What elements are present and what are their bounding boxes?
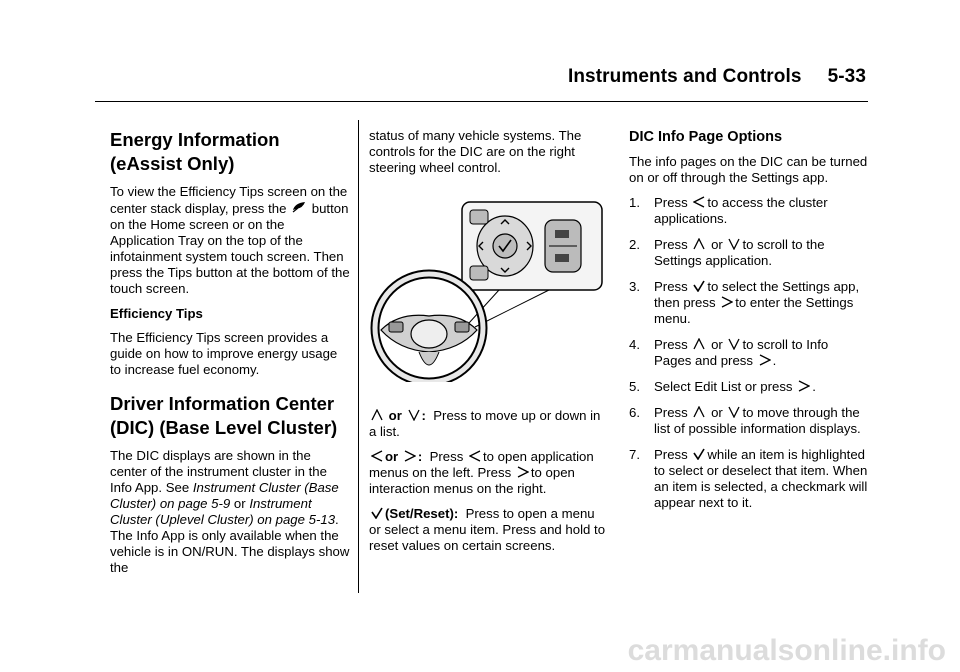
chevron-left-icon: [469, 450, 481, 462]
step-number: 4.: [629, 337, 640, 352]
step-number: 5.: [629, 379, 640, 394]
control-left-right: [369, 449, 609, 497]
text: to open interaction menus on the right.: [369, 465, 575, 496]
text: Press: [654, 447, 688, 462]
chevron-right-icon: [798, 380, 810, 392]
text: The DIC displays are shown in the center of the instrument cluster in the Info App. See: [110, 448, 327, 495]
text: . The Info App is only available when the vehicle is in ON/RUN. The displays show the: [110, 512, 350, 575]
text: .: [772, 353, 777, 368]
text: while an item is highlighted to select or deselect that item. When an item is selected, a checkmark will appear next to it.: [654, 447, 868, 510]
steering-wheel-illustration: [369, 200, 605, 382]
heading-energy-information: Energy Information (eAssist Only): [110, 129, 280, 174]
heading-dic-info-page-options: DIC Info Page Options: [629, 129, 783, 145]
control-up-down: [369, 408, 609, 440]
subheading-efficiency-tips: Efficiency Tips: [110, 306, 203, 321]
heading-dic: Driver Information Center (DIC) (Base Level Cluster): [110, 393, 338, 438]
text: to scroll to the Settings application.: [654, 237, 825, 268]
text: to scroll to Info Pages and press: [654, 337, 829, 368]
checkmark-icon: [693, 280, 705, 292]
list-item: [629, 405, 869, 437]
watermark: carmanualsonline.info: [627, 634, 946, 667]
list-item: [629, 447, 869, 511]
step-number: 7.: [629, 447, 640, 462]
column-3: [629, 128, 869, 521]
text: or: [711, 405, 723, 420]
paragraph-view-tips: [110, 184, 350, 297]
list-item: [629, 379, 869, 395]
text: to move through the list of possible information displays.: [654, 405, 861, 436]
chevron-down-icon: [728, 338, 740, 350]
chevron-right-icon: [759, 354, 771, 366]
text: to select the Settings app, then press: [654, 279, 860, 310]
paragraph-efficiency-tips: The Efficiency Tips screen provides a guide on how to improve energy usage to increase fuel economy.: [110, 330, 338, 377]
step-number: 6.: [629, 405, 640, 420]
list-item: [629, 237, 869, 269]
chevron-right-icon: [517, 466, 529, 478]
control-set-reset: [369, 506, 609, 554]
text: or: [233, 496, 246, 511]
step-number: 3.: [629, 279, 640, 294]
step-number: 1.: [629, 195, 640, 210]
text: or: [385, 449, 399, 464]
header-rule: [95, 101, 868, 102]
section-title: Instruments and Controls: [567, 66, 802, 87]
page-header: [0, 66, 866, 88]
chevron-down-icon: [728, 406, 740, 418]
chevron-up-icon: [693, 338, 705, 350]
text: to access the cluster applications.: [654, 195, 828, 226]
leaf-car-icon: [292, 200, 306, 214]
text: Select Edit List or press: [654, 379, 793, 394]
text: Press: [654, 237, 688, 252]
text: (Set/Reset):: [385, 506, 459, 521]
text: :: [421, 408, 426, 423]
column-divider: [358, 120, 359, 593]
text: button on the Home screen or on the Application Tray on the top of the infotainment system touch screen. Then press the Tips button at the bottom of the touch screen.: [110, 201, 350, 296]
checkmark-icon: [693, 448, 705, 460]
link-instrument-cluster-base[interactable]: Instrument Cluster (Base Cluster) on page 5-9: [110, 480, 339, 511]
steps-list: [629, 195, 869, 511]
list-item: [629, 279, 869, 327]
list-item: [629, 337, 869, 369]
checkmark-icon: [371, 507, 383, 519]
paragraph-dic-continued: status of many vehicle systems. The controls for the DIC are on the right steering wheel control.: [369, 128, 582, 175]
chevron-left-icon: [693, 196, 705, 208]
column-2-controls: [369, 408, 609, 563]
text: or: [711, 337, 723, 352]
chevron-up-icon: [693, 238, 705, 250]
text: Press: [654, 195, 688, 210]
list-item: [629, 195, 869, 227]
chevron-right-icon: [404, 450, 416, 462]
text: Press to move up or down in a list.: [369, 408, 601, 439]
text: :: [417, 449, 423, 464]
text: Press: [654, 405, 688, 420]
chevron-up-icon: [371, 409, 383, 421]
text: or: [711, 237, 723, 252]
step-number: 2.: [629, 237, 640, 252]
paragraph-dic: [110, 448, 350, 576]
text: Press: [429, 449, 464, 464]
text: Press: [654, 279, 688, 294]
chevron-right-icon: [721, 296, 733, 308]
text: to enter the Settings menu.: [654, 295, 854, 326]
text: or: [388, 408, 402, 423]
chevron-left-icon: [371, 450, 383, 462]
chevron-up-icon: [693, 406, 705, 418]
text: To view the Efficiency Tips screen on the center stack display, press the: [110, 184, 348, 216]
text: to open application menus on the left. Press: [369, 449, 594, 480]
text: Press to open a menu or select a menu item. Press and hold to reset values on certain screens.: [369, 506, 606, 553]
page-number: 5-33: [827, 66, 866, 87]
column-2: [369, 128, 609, 185]
chevron-down-icon: [728, 238, 740, 250]
link-instrument-cluster-uplevel[interactable]: Instrument Cluster (Uplevel Cluster) on page 5-13: [110, 496, 336, 527]
text: .: [812, 379, 816, 394]
column-1: [110, 128, 350, 585]
text: Press: [654, 337, 688, 352]
paragraph-intro: The info pages on the DIC can be turned on or off through the Settings app.: [629, 154, 868, 185]
chevron-down-icon: [408, 409, 420, 421]
